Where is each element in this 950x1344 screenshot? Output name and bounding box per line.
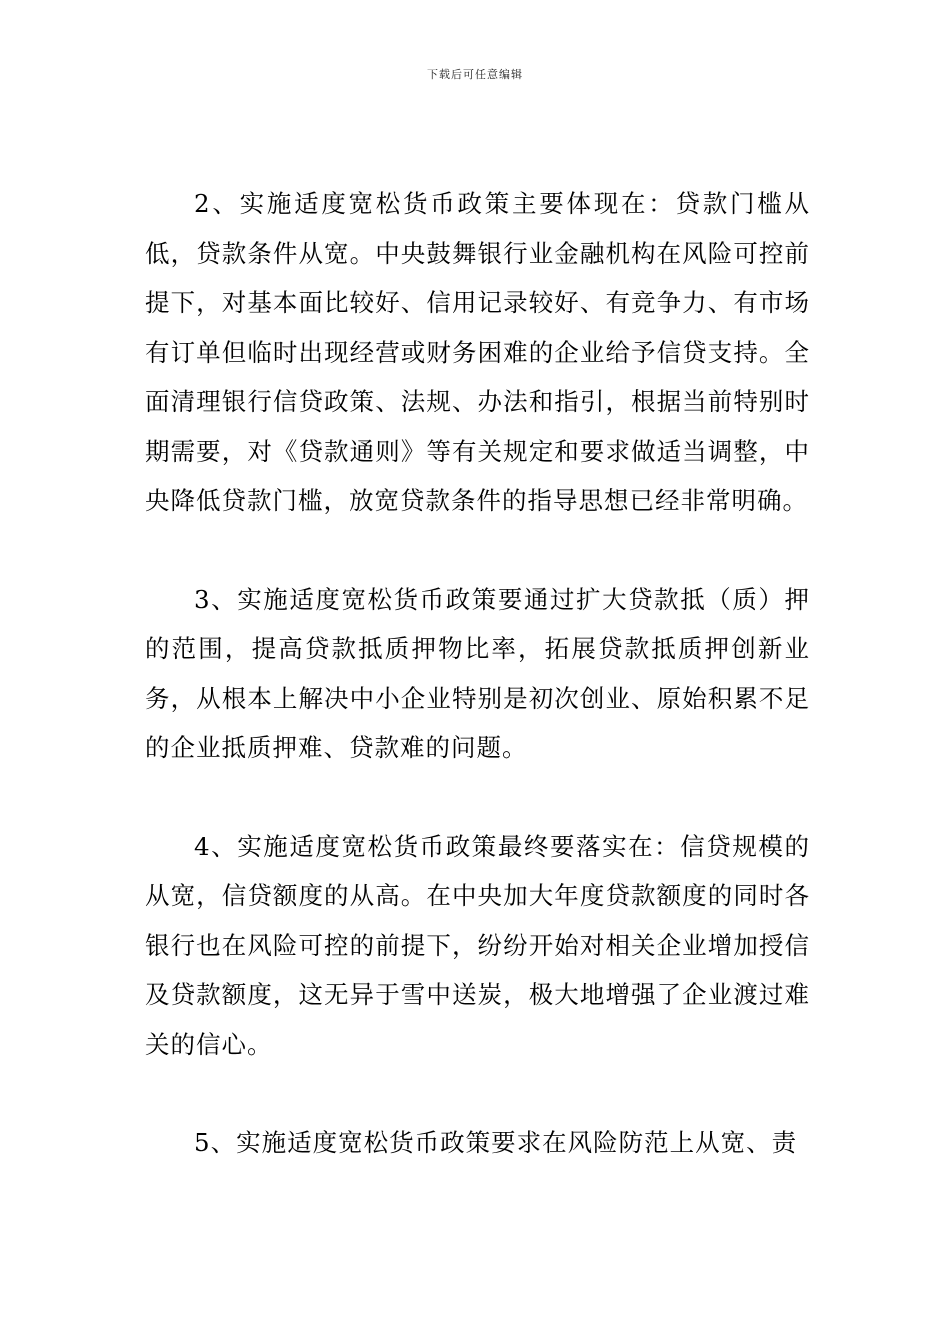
paragraph-item-4: 4、实施适度宽松货币政策最终要落实在：信贷规模的从宽，信贷额度的从高。在中央加大年度贷款额度的同时各银行也在风险可控的前提下，纷纷开始对相关企业增加授信及贷款额度，这无异于雪中送炭，极大地增强了企业渡过难关的信心。 [145,831,810,1059]
paragraph-item-2: 2、实施适度宽松货币政策主要体现在：贷款门槛从低，贷款条件从宽。中央鼓舞银行业金融机构在风险可控前提下，对基本面比较好、信用记录较好、有竞争力、有市场有订单但临时出现经营或财务困难的企业给予信贷支持。全面清理银行信贷政策、法规、办法和指引，根据当前特别时期需要，对《贷款通则》等有关规定和要求做适当调整，中央降低贷款门槛，放宽贷款条件的指导思想已经非常明确。 [145,189,810,515]
paragraph-item-3: 3、实施适度宽松货币政策要通过扩大贷款抵（质）押的范围，提高贷款抵质押物比率，拓展贷款抵质押创新业务，从根本上解决中小企业特别是初次创业、原始积累不足的企业抵质押难、贷款难的问题。 [145,584,810,762]
header-note: 下载后可任意编辑 [427,68,523,81]
body-text [145,179,810,1217]
paragraph-item-5: 5、实施适度宽松货币政策要求在风险防范上从宽、责 [194,1128,798,1157]
